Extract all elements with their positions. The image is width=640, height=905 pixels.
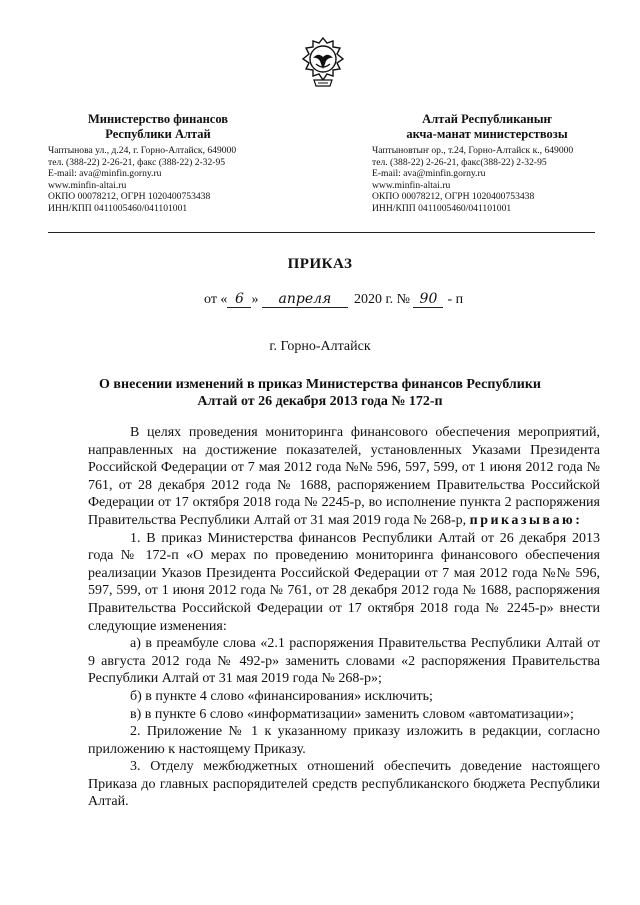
header-divider: [48, 232, 595, 233]
item-2: 2. Приложение № 1 к указанному приказу изложить в редакции, согласно приложению к настоящему Приказу.: [88, 724, 600, 757]
city-line: г. Горно-Алтайск: [269, 339, 371, 354]
date-number-line: [204, 292, 463, 308]
handwritten-month: апреля: [262, 292, 348, 308]
preamble-text: В целях проведения мониторинга финансового обеспечения мероприятий, направленных на достижение показателей, установленных Указами Президента Российской Федерации от 7 мая 2012 года №№ 596, 597, 599, от 1 июня 2012 года № 761, от 28 декабря 2012 года № 1688, распоряжением Правительства Российской Федерации от 17 октября 2018 года № 2245-р, во исполнение пункта 2 распоряжения Правительства Республики Алтай от 31 мая 2019 года № 268-р,: [88, 425, 600, 528]
order-subject: О внесении изменений в приказ Министерства финансов Республики Алтай от 26 декабря 2013 года № 172-п: [99, 377, 541, 409]
okpo-ru: ОКПО 00078212, ОГРН 1020400753438: [48, 191, 211, 203]
ministry-contacts-ru: [48, 145, 318, 215]
ministry-name-ru-line1: Министерство финансов: [87, 112, 229, 126]
inn-ru: ИНН/КПП 0411005460/041101001: [48, 202, 188, 214]
date-mid: »: [251, 292, 259, 307]
ministry-header-russian: [48, 112, 318, 215]
email-ru: E-mail: ava@minfin.gorny.ru: [48, 168, 162, 180]
year-and-number-label: 2020 г. №: [353, 292, 410, 307]
ministry-name-alt-line1: Алтай Республиканыҥ: [422, 112, 552, 126]
phone-ru: тел. (388-22) 2-26-21, факс (388-22) 2-32-95: [48, 156, 226, 168]
handwritten-day: 6: [227, 292, 251, 308]
date-prefix: от «: [204, 292, 228, 307]
item-1a: а) в преамбуле слова «2.1 распоряжения Правительства Республики Алтай от 9 августа 2012 года № 492-р» заменить словами «2 распоряжения Правительства Республики Алтай от 31 мая 2019 года № 268-р»;: [88, 636, 600, 687]
address-ru: Чаптынова ул., д.24, г. Горно-Алтайск, 649000: [48, 145, 237, 156]
number-suffix: - п: [447, 292, 464, 307]
item-1: 1. В приказ Министерства финансов Республики Алтай от 26 декабря 2013 года № 172-п «О мерах по проведению мониторинга финансового обеспечения реализации Указов Президента Российской Федерации от 7 мая 2012 года №№ 596, 597, 599, от 1 июня 2012 года № 761, от 28 декабря 2012 года № 1688, распоряжения Правительства Российской Федерации от 17 октября 2018 года № 2245-р» внести следующие изменения:: [88, 530, 600, 634]
ministry-name-ru: [48, 112, 268, 142]
preamble-paragraph: [88, 424, 600, 530]
ministry-name-alt-line2: акча-манат министерствозы: [406, 127, 568, 141]
item-1b: б) в пункте 4 слово «финансирования» исключить;: [130, 688, 433, 704]
website-ru: www.minfin-altai.ru: [48, 179, 127, 191]
ministry-header-altai: [372, 112, 640, 215]
order-body: [88, 424, 600, 811]
okpo-alt: ОКПО 00078212, ОГРН 1020400753438: [372, 191, 535, 203]
website-alt: www.minfin-altai.ru: [372, 179, 451, 191]
order-word: приказываю:: [469, 512, 583, 528]
ministry-name-ru-line2: Республики Алтай: [105, 127, 211, 141]
item-3: 3. Отделу межбюджетных отношений обеспечить доведение настоящего Приказа до главных распорядителей средств республиканского бюджета Республики Алтай.: [88, 759, 600, 810]
phone-alt: тел. (388-22) 2-26-21, факс(388-22) 2-32-95: [372, 156, 547, 168]
ministry-name-alt: [372, 112, 602, 142]
inn-alt: ИНН/КПП 0411005460/041101001: [372, 202, 512, 214]
email-alt: E-mail: ava@minfin.gorny.ru: [372, 168, 486, 180]
coat-of-arms-emblem: [300, 36, 346, 90]
address-alt: Чаптыновтыҥ ор., т.24, Горно-Алтайск к., 649000: [372, 145, 574, 156]
item-1c: в) в пункте 6 слово «информатизации» заменить словом «автоматизации»;: [130, 706, 574, 722]
ministry-contacts-alt: [372, 145, 640, 215]
handwritten-order-number: 90: [413, 292, 443, 308]
document-type-title: ПРИКАЗ: [287, 256, 353, 272]
